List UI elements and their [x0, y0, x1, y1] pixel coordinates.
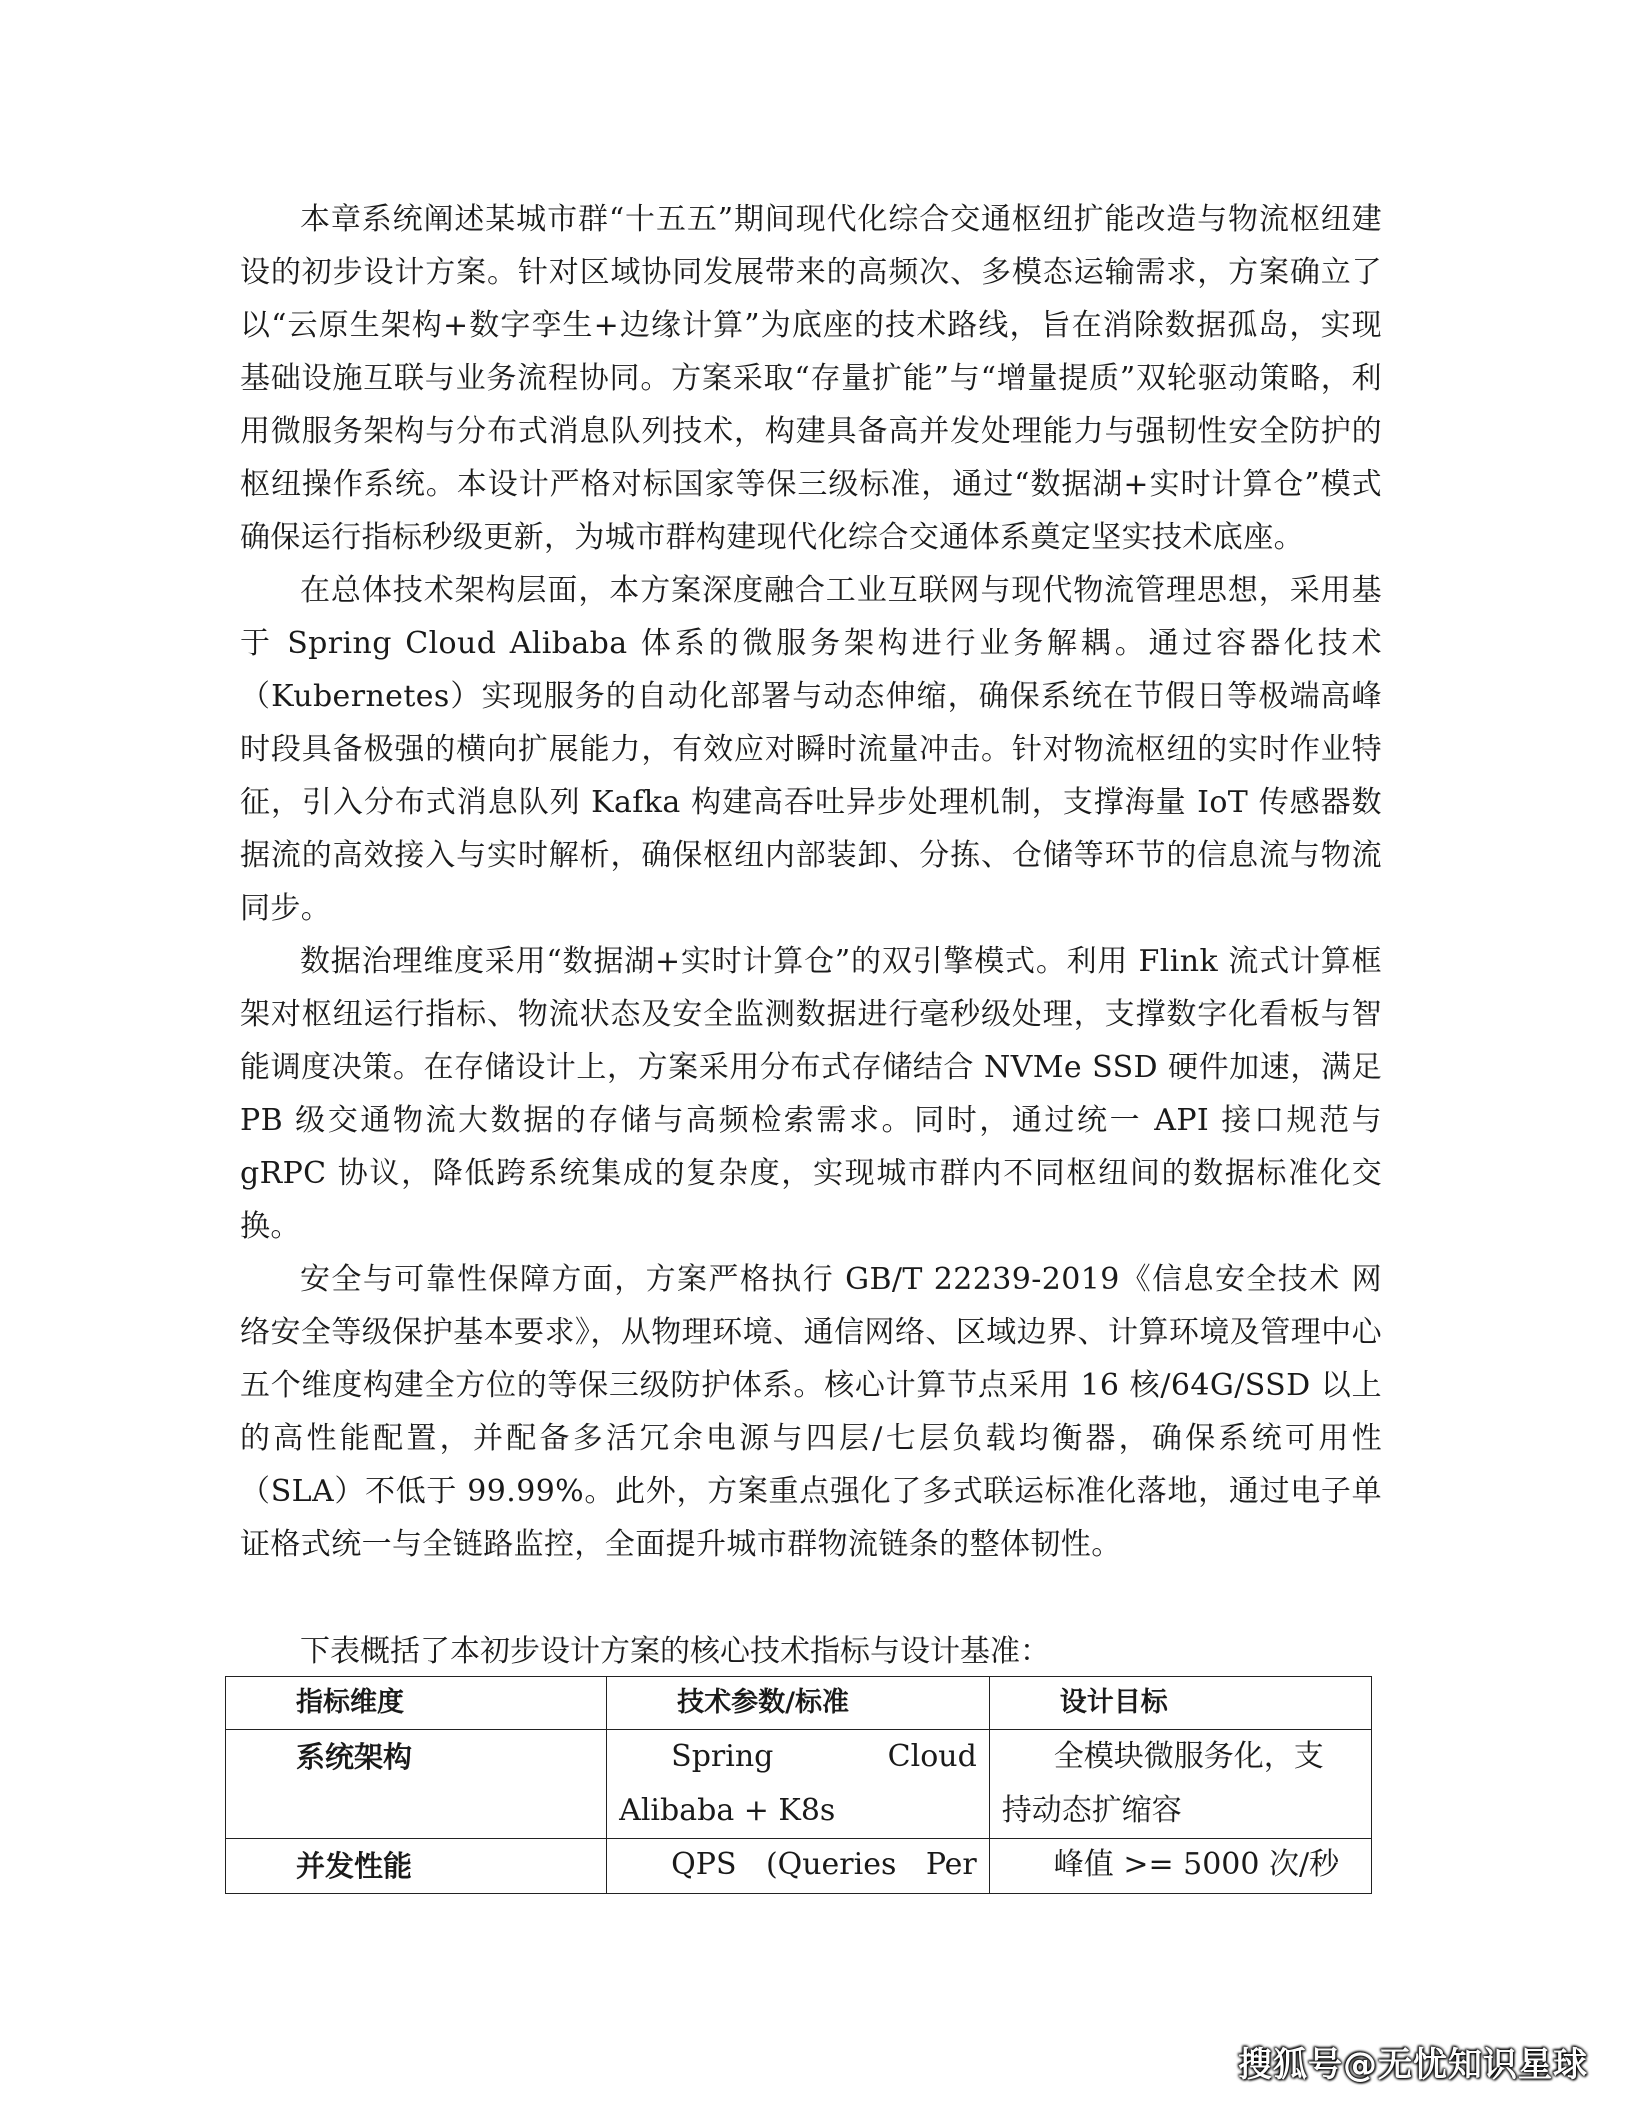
paragraph-1: 本章系统阐述某城市群“十五五”期间现代化综合交通枢纽扩能改造与物流枢纽建设的初步设计方案。针对区域协同发展带来的高频次、多模态运输需求，方案确立了以“云原生架构+数字孪生+边缘计算”为底座的技术路线，旨在消除数据孤岛，实现基础设施互联与业务流程协同。方案采取“存量扩能”与“增量提质”双轮驱动策略，利用微服务架构与分布式消息队列技术，构建具备高并发处理能力与强韧性安全防护的枢纽操作系统。本设计严格对标国家等保三级标准，通过“数据湖+实时计算仓”模式确保运行指标秒级更新，为城市群构建现代化综合交通体系奠定坚实技术底座。 [240, 202, 1382, 555]
document-body [240, 193, 1382, 1571]
header-dimension: 指标维度 [226, 1677, 607, 1730]
row-dimension: 并发性能 [226, 1839, 607, 1894]
header-target: 设计目标 [989, 1677, 1371, 1730]
paragraph-2: 在总体技术架构层面，本方案深度融合工业互联网与现代物流管理思想，采用基于 Spring Cloud Alibaba 体系的微服务架构进行业务解耦。通过容器化技术（Kubernetes）实现服务的自动化部署与动态伸缩，确保系统在节假日等极端高峰时段具备极强的横向扩展能力，有效应对瞬时流量冲击。针对物流枢纽的实时作业特征，引入分布式消息队列 Kafka 构建高吞吐异步处理机制，支撑海量 IoT 传感器数据流的高效接入与实时解析，确保枢纽内部装卸、分拣、仓储等环节的信息流与物流同步。 [240, 573, 1382, 926]
row-dimension: 系统架构 [226, 1730, 607, 1839]
header-param: 技术参数/标准 [607, 1677, 990, 1730]
paragraph-4: 安全与可靠性保障方面，方案严格执行 GB/T 22239-2019《信息安全技术 网络安全等级保护基本要求》，从物理环境、通信网络、区域边界、计算环境及管理中心五个维度构建全方位的等保三级防护体系。核心计算节点采用 16 核/64G/SSD 以上的高性能配置，并配备多活冗余电源与四层/七层负载均衡器，确保系统可用性（SLA）不低于 99.99%。此外，方案重点强化了多式联运标准化落地，通过电子单证格式统一与全链路监控，全面提升城市群物流链条的整体韧性。 [240, 1262, 1382, 1562]
table-header-row [226, 1677, 1372, 1730]
row-param: QPS (Queries Per [607, 1839, 990, 1894]
row-target: 峰值 >= 5000 次/秒 [989, 1839, 1371, 1894]
spec-table [225, 1676, 1372, 1894]
paragraph-3: 数据治理维度采用“数据湖+实时计算仓”的双引擎模式。利用 Flink 流式计算框架对枢纽运行指标、物流状态及安全监测数据进行毫秒级处理，支撑数字化看板与智能调度决策。在存储设计上，方案采用分布式存储结合 NVMe SSD 硬件加速，满足 PB 级交通物流大数据的存储与高频检索需求。同时，通过统一 API 接口规范与 gRPC 协议，降低跨系统集成的复杂度，实现城市群内不同枢纽间的数据标准化交换。 [240, 944, 1382, 1244]
row-target: 全模块微服务化，支 持动态扩缩容 [989, 1730, 1371, 1839]
row-param: Spring Cloud Alibaba + K8s [607, 1730, 990, 1839]
table-row [226, 1839, 1372, 1894]
watermark: 搜狐号@无忧知识星球 [1238, 2045, 1588, 2085]
table-intro: 下表概括了本初步设计方案的核心技术指标与设计基准： [300, 1634, 1050, 1669]
table-row [226, 1730, 1372, 1839]
